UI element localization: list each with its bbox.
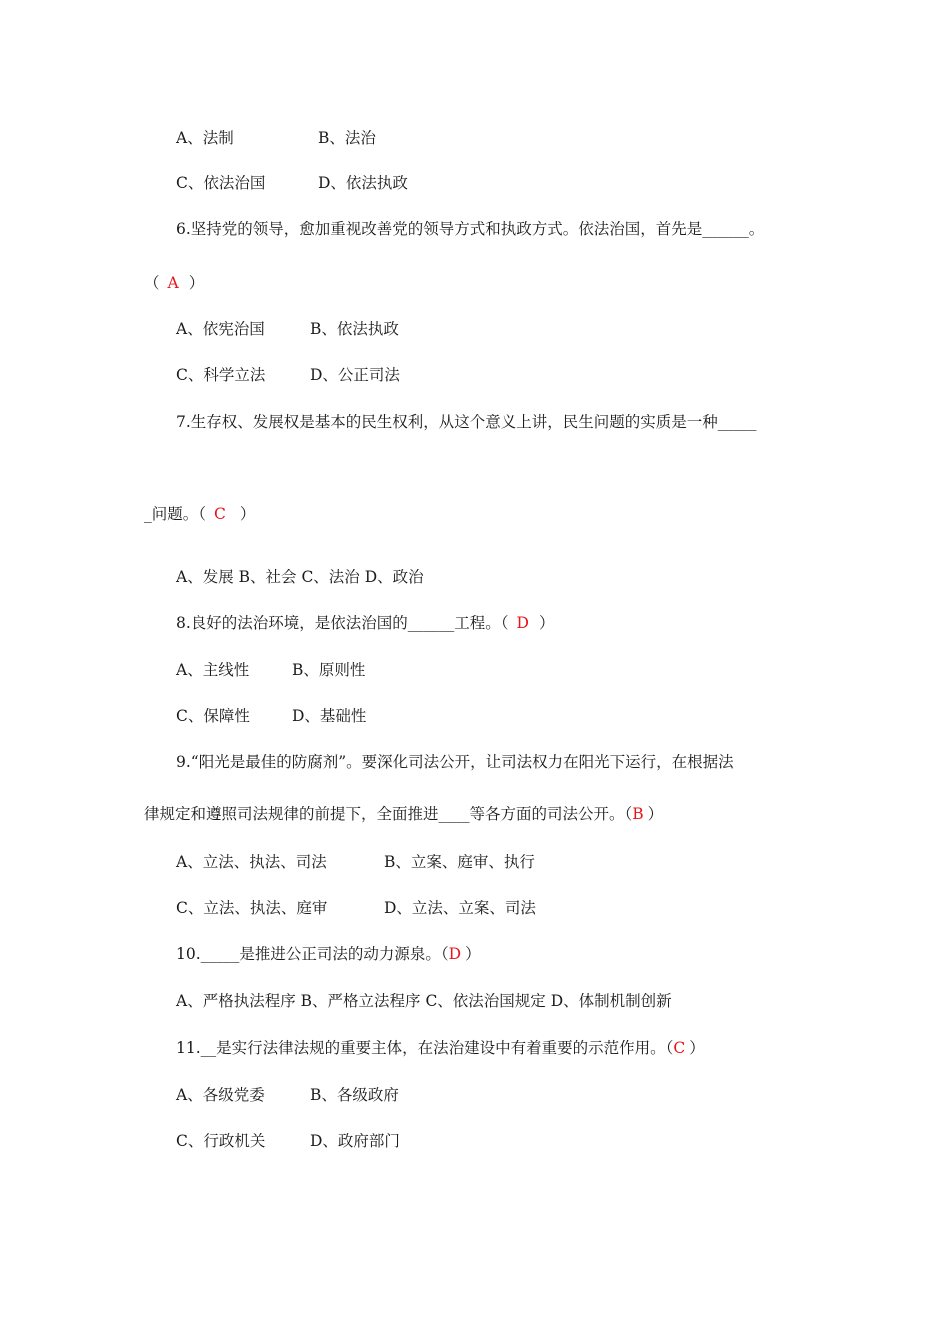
q9-option-d: D、立法、立案、司法: [384, 899, 536, 917]
q7-options: A、发展 B、社会 C、法治 D、政治: [176, 568, 424, 586]
q5-option-a: A、法制: [176, 129, 234, 147]
q9-option-a: A、立法、执法、司法: [176, 853, 327, 871]
q11-option-b: B、各级政府: [310, 1086, 399, 1104]
q11-option-a: A、各级党委: [176, 1086, 265, 1104]
q9-option-b: B、立案、庭审、执行: [384, 853, 535, 871]
q5-option-c: C、依法治国: [176, 174, 266, 192]
q8-option-d: D、基础性: [292, 707, 367, 725]
q9-option-c: C、立法、执法、庭审: [176, 899, 328, 917]
q6-question: 6.坚持党的领导，愈加重视改善党的领导方式和执政方式。依法治国，首先是______。: [176, 220, 765, 238]
q8-option-a: A、主线性: [176, 661, 250, 679]
q8-option-b: B、原则性: [292, 661, 366, 679]
q10-answer: D: [448, 945, 462, 963]
q11-answer: C: [673, 1039, 686, 1057]
q6-answer: A: [167, 274, 179, 292]
q6-answer-line: （ A ）: [144, 274, 205, 292]
q9-question: 9.“阳光是最佳的防腐剂”。要深化司法公开，让司法权力在阳光下运行，在根据法: [176, 753, 734, 771]
q9-question-cont: 律规定和遵照司法规律的前提下，全面推进____等各方面的司法公开。（B ）: [144, 805, 664, 823]
q11-question: 11.__是实行法律法规的重要主体，在法治建设中有着重要的示范作用。（C ）: [176, 1039, 705, 1057]
q7-question: 7.生存权、发展权是基本的民生权利，从这个意义上讲，民生问题的实质是一种_____: [176, 413, 757, 431]
q6-option-a: A、依宪治国: [176, 320, 265, 338]
q8-answer: D: [516, 614, 529, 632]
q10-question: 10._____是推进公正司法的动力源泉。（D ）: [176, 945, 481, 963]
q8-option-c: C、保障性: [176, 707, 250, 725]
q6-option-d: D、公正司法: [310, 366, 400, 384]
q7-answer: C: [214, 505, 226, 523]
q11-option-c: C、行政机关: [176, 1132, 266, 1150]
q5-option-d: D、依法执政: [318, 174, 408, 192]
q11-option-d: D、政府部门: [310, 1132, 400, 1150]
q9-answer: B: [632, 805, 644, 823]
q7-answer-line: _问题。（ C ）: [144, 505, 256, 523]
q5-option-b: B、法治: [318, 129, 376, 147]
q8-question: 8.良好的法治环境，是依法治国的______工程。（ D ）: [176, 614, 555, 632]
q10-options: A、严格执法程序 B、严格立法程序 C、依法治国规定 D、体制机制创新: [176, 992, 672, 1010]
q6-option-c: C、科学立法: [176, 366, 266, 384]
q6-option-b: B、依法执政: [310, 320, 399, 338]
